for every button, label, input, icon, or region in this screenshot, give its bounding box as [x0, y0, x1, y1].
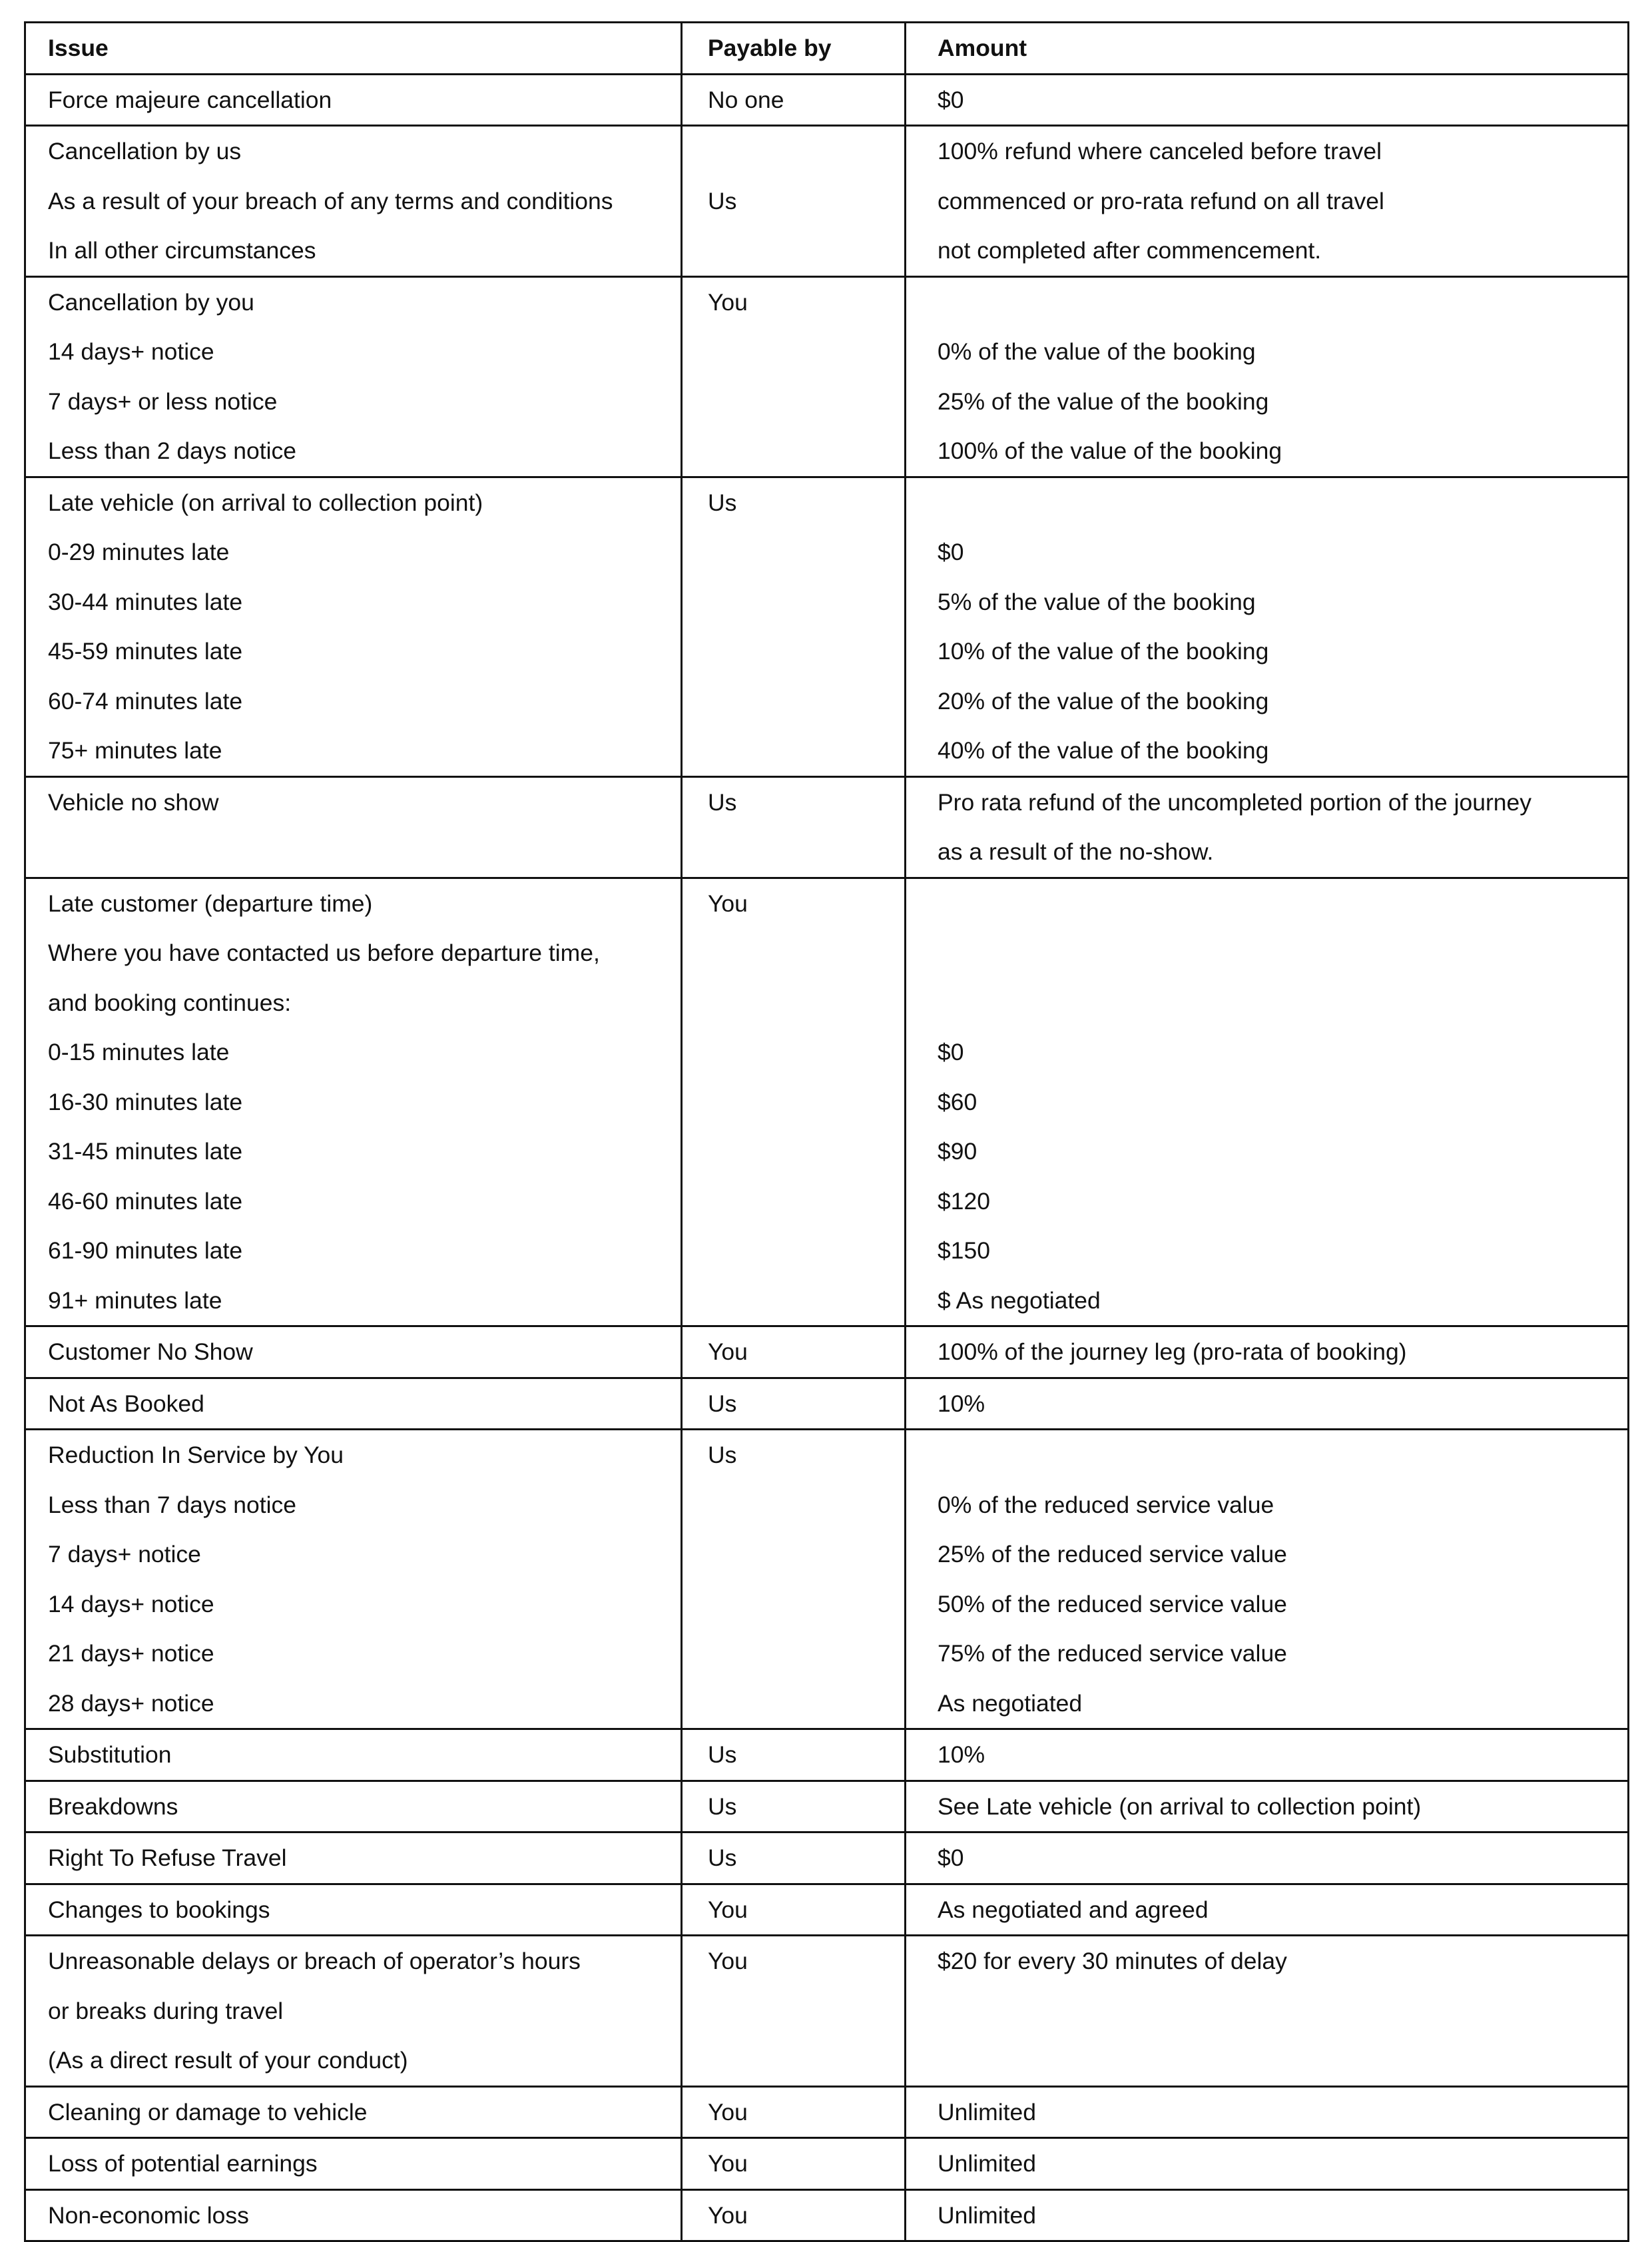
amount-cell [906, 1326, 1629, 1378]
payable-line [683, 1127, 904, 1177]
header-amount-label: Amount [938, 35, 1027, 61]
table-row [25, 2086, 1629, 2138]
issue-line: 7 days+ notice [48, 1541, 201, 1567]
payable-line [683, 1077, 904, 1127]
amount-line: $20 for every 30 minutes of delay [938, 1948, 1287, 1974]
issue-line: Reduction In Service by You [48, 1442, 344, 1468]
amount-cell [906, 276, 1629, 477]
table-row [25, 2138, 1629, 2190]
payable-line [683, 577, 904, 627]
issue-line: Force majeure cancellation [48, 86, 332, 113]
payable-line [683, 726, 904, 776]
amount-line: $0 [938, 86, 964, 113]
issue-line: 30-44 minutes late [48, 588, 243, 615]
issue-cell [25, 776, 682, 878]
amount-cell [906, 1781, 1629, 1832]
amount-line [906, 978, 1627, 1028]
amount-line [906, 879, 1627, 929]
issue-line: Cancellation by us [48, 138, 242, 164]
table-row [25, 1832, 1629, 1884]
amount-line: Unlimited [938, 2150, 1036, 2177]
amount-line: 20% of the value of the booking [938, 687, 1269, 714]
payable-line: You [708, 2150, 748, 2177]
charges-table [24, 21, 1629, 2242]
issue-line: Breakdowns [48, 1793, 178, 1820]
amount-cell [906, 126, 1629, 277]
issue-line: 7 days+ or less notice [48, 388, 278, 415]
payable-line: You [708, 288, 748, 316]
payable-line: Us [708, 489, 737, 516]
issue-line: Right To Refuse Travel [48, 1844, 287, 1871]
amount-cell [906, 1936, 1629, 2087]
issue-line: 75+ minutes late [48, 737, 222, 764]
payable-line [683, 677, 904, 726]
amount-line [906, 478, 1627, 528]
issue-line: In all other circumstances [48, 237, 316, 264]
table-row [25, 477, 1629, 776]
payable-line [683, 1530, 904, 1579]
table-row [25, 1326, 1629, 1378]
payable-cell [682, 2138, 906, 2190]
payable-cell [682, 1781, 906, 1832]
payable-line [683, 127, 904, 176]
issue-cell [25, 2138, 682, 2190]
amount-line: 10% [938, 1390, 985, 1417]
payable-line: Us [708, 1390, 737, 1417]
amount-line: 75% of the reduced service value [938, 1640, 1287, 1667]
issue-cell [25, 1729, 682, 1781]
issue-line: 0-15 minutes late [48, 1039, 230, 1065]
payable-line [683, 1226, 904, 1276]
payable-cell [682, 1884, 906, 1936]
payable-line [683, 377, 904, 427]
table-row [25, 878, 1629, 1326]
table-row [25, 1884, 1629, 1936]
amount-cell [906, 2086, 1629, 2138]
payable-line [683, 1177, 904, 1227]
payable-line: Us [708, 1793, 737, 1820]
amount-line [906, 1986, 1627, 2036]
amount-line: 0% of the value of the booking [938, 338, 1256, 365]
issue-cell [25, 1781, 682, 1832]
issue-line: Cleaning or damage to vehicle [48, 2098, 368, 2125]
issue-line: or breaks during travel [48, 1997, 284, 2024]
issue-cell [25, 1378, 682, 1430]
table-row [25, 1781, 1629, 1832]
issue-cell [25, 276, 682, 477]
amount-line: 100% refund where canceled before travel [938, 138, 1382, 164]
issue-cell [25, 1326, 682, 1378]
payable-line: You [708, 1948, 748, 1974]
issue-line: Cancellation by you [48, 288, 254, 316]
payable-cell [682, 1378, 906, 1430]
amount-line: $60 [938, 1088, 977, 1115]
header-payable-label: Payable by [708, 35, 832, 61]
amount-line: Pro rata refund of the uncompleted portion of the journey [938, 788, 1532, 816]
issue-line: Loss of potential earnings [48, 2150, 318, 2177]
payable-line: You [708, 1338, 748, 1365]
payable-cell [682, 1729, 906, 1781]
table-row [25, 74, 1629, 126]
issue-cell [25, 477, 682, 776]
amount-line: 10% of the value of the booking [938, 638, 1269, 665]
amount-cell [906, 2138, 1629, 2190]
amount-cell [906, 1430, 1629, 1729]
issue-line: 14 days+ notice [48, 338, 214, 365]
amount-line: 0% of the reduced service value [938, 1491, 1274, 1518]
issue-line: and booking continues: [48, 989, 292, 1016]
amount-line: not completed after commencement. [938, 237, 1322, 264]
amount-line: $0 [938, 1844, 964, 1871]
issue-line: 60-74 minutes late [48, 687, 243, 714]
amount-cell [906, 1884, 1629, 1936]
table-row [25, 1729, 1629, 1781]
payable-line: You [708, 1896, 748, 1923]
issue-line: Vehicle no show [48, 788, 219, 816]
payable-line [683, 627, 904, 677]
issue-line: Late vehicle (on arrival to collection point) [48, 489, 483, 516]
table-row [25, 126, 1629, 277]
issue-line [26, 827, 681, 877]
amount-line: 25% of the value of the booking [938, 388, 1269, 415]
amount-cell [906, 477, 1629, 776]
amount-line: 50% of the reduced service value [938, 1590, 1287, 1617]
payable-cell [682, 1832, 906, 1884]
table-body [25, 74, 1629, 2241]
issue-line: 91+ minutes late [48, 1286, 222, 1314]
payable-line: No one [708, 86, 784, 113]
issue-line: 16-30 minutes late [48, 1088, 243, 1115]
amount-cell [906, 1729, 1629, 1781]
payable-line [683, 1480, 904, 1530]
table-row [25, 776, 1629, 878]
amount-cell [906, 1378, 1629, 1430]
payable-line: Us [708, 1844, 737, 1871]
payable-line: You [708, 890, 748, 917]
issue-cell [25, 2086, 682, 2138]
payable-line: You [708, 2201, 748, 2229]
payable-line: You [708, 2098, 748, 2125]
issue-line: Customer No Show [48, 1338, 253, 1365]
table-row [25, 1378, 1629, 1430]
amount-line: $0 [938, 539, 964, 565]
payable-line [683, 1629, 904, 1679]
issue-cell [25, 1832, 682, 1884]
payable-line [683, 2036, 904, 2086]
amount-line: $90 [938, 1138, 977, 1165]
amount-line: As negotiated [938, 1689, 1083, 1717]
table-row [25, 276, 1629, 477]
table-row [25, 1936, 1629, 2087]
issue-line: 14 days+ notice [48, 1590, 214, 1617]
issue-line: Non-economic loss [48, 2201, 249, 2229]
payable-cell [682, 74, 906, 126]
issue-cell [25, 1430, 682, 1729]
header-issue [25, 23, 682, 75]
amount-line: As negotiated and agreed [938, 1896, 1209, 1923]
payable-line [683, 1986, 904, 2036]
amount-line: Unlimited [938, 2098, 1036, 2125]
issue-cell [25, 74, 682, 126]
amount-line: 40% of the value of the booking [938, 737, 1269, 764]
payable-cell [682, 2086, 906, 2138]
issue-line: Less than 2 days notice [48, 437, 296, 464]
amount-line: $150 [938, 1237, 990, 1264]
amount-line [906, 2036, 1627, 2086]
issue-line: (As a direct result of your conduct) [48, 2047, 408, 2074]
payable-line [683, 527, 904, 577]
amount-line: commenced or pro-rata refund on all travel [938, 187, 1384, 214]
issue-line: 0-29 minutes late [48, 539, 230, 565]
issue-line: Not As Booked [48, 1390, 204, 1417]
issue-line: 31-45 minutes late [48, 1138, 243, 1165]
issue-line: 61-90 minutes late [48, 1237, 243, 1264]
amount-cell [906, 878, 1629, 1326]
amount-line: $0 [938, 1039, 964, 1065]
amount-line: $120 [938, 1187, 990, 1215]
issue-line: Changes to bookings [48, 1896, 270, 1923]
payable-cell [682, 776, 906, 878]
payable-line: Us [708, 1442, 737, 1468]
payable-line [683, 1579, 904, 1629]
payable-line [683, 226, 904, 276]
payable-cell [682, 276, 906, 477]
payable-cell [682, 878, 906, 1326]
amount-line: $ As negotiated [938, 1286, 1101, 1314]
amount-cell [906, 1832, 1629, 1884]
amount-line: 100% of the journey leg (pro-rata of booking) [938, 1338, 1407, 1365]
payable-line [683, 978, 904, 1028]
payable-cell [682, 1430, 906, 1729]
payable-line [683, 327, 904, 377]
issue-line: Unreasonable delays or breach of operator’s hours [48, 1948, 581, 1974]
amount-line: See Late vehicle (on arrival to collection point) [938, 1793, 1422, 1820]
amount-line: 100% of the value of the booking [938, 437, 1282, 464]
payable-cell [682, 1936, 906, 2087]
payable-line [683, 1027, 904, 1077]
payable-cell [682, 1326, 906, 1378]
amount-line: as a result of the no-show. [938, 838, 1214, 865]
payable-line [683, 1679, 904, 1729]
payable-line [683, 827, 904, 877]
payable-line [683, 928, 904, 978]
issue-line: As a result of your breach of any terms and conditions [48, 187, 613, 214]
amount-line [906, 278, 1627, 328]
payable-line [683, 426, 904, 476]
payable-line: Us [708, 788, 737, 816]
issue-line: Where you have contacted us before departure time, [48, 940, 600, 966]
amount-cell [906, 776, 1629, 878]
header-amount [906, 23, 1629, 75]
payable-line: Us [708, 187, 737, 214]
issue-line: 21 days+ notice [48, 1640, 214, 1667]
amount-line [906, 928, 1627, 978]
amount-line: 25% of the reduced service value [938, 1541, 1287, 1567]
amount-cell [906, 74, 1629, 126]
payable-line: Us [708, 1741, 737, 1768]
amount-line: 10% [938, 1741, 985, 1768]
amount-line: 5% of the value of the booking [938, 588, 1256, 615]
table-row [25, 1430, 1629, 1729]
issue-line: Less than 7 days notice [48, 1491, 296, 1518]
issue-cell [25, 1884, 682, 1936]
payable-line [683, 1276, 904, 1326]
issue-line: 28 days+ notice [48, 1689, 214, 1717]
payable-cell [682, 126, 906, 277]
issue-line: Substitution [48, 1741, 172, 1768]
issue-cell [25, 878, 682, 1326]
table-header-row [25, 23, 1629, 75]
payable-cell [682, 477, 906, 776]
amount-line [906, 1430, 1627, 1480]
issue-line: 45-59 minutes late [48, 638, 243, 665]
issue-cell [25, 1936, 682, 2087]
amount-line: Unlimited [938, 2201, 1036, 2229]
issue-line: 46-60 minutes late [48, 1187, 243, 1215]
header-payable-by [682, 23, 906, 75]
issue-line: Late customer (departure time) [48, 890, 373, 917]
issue-cell [25, 126, 682, 277]
header-issue-label: Issue [48, 35, 109, 61]
